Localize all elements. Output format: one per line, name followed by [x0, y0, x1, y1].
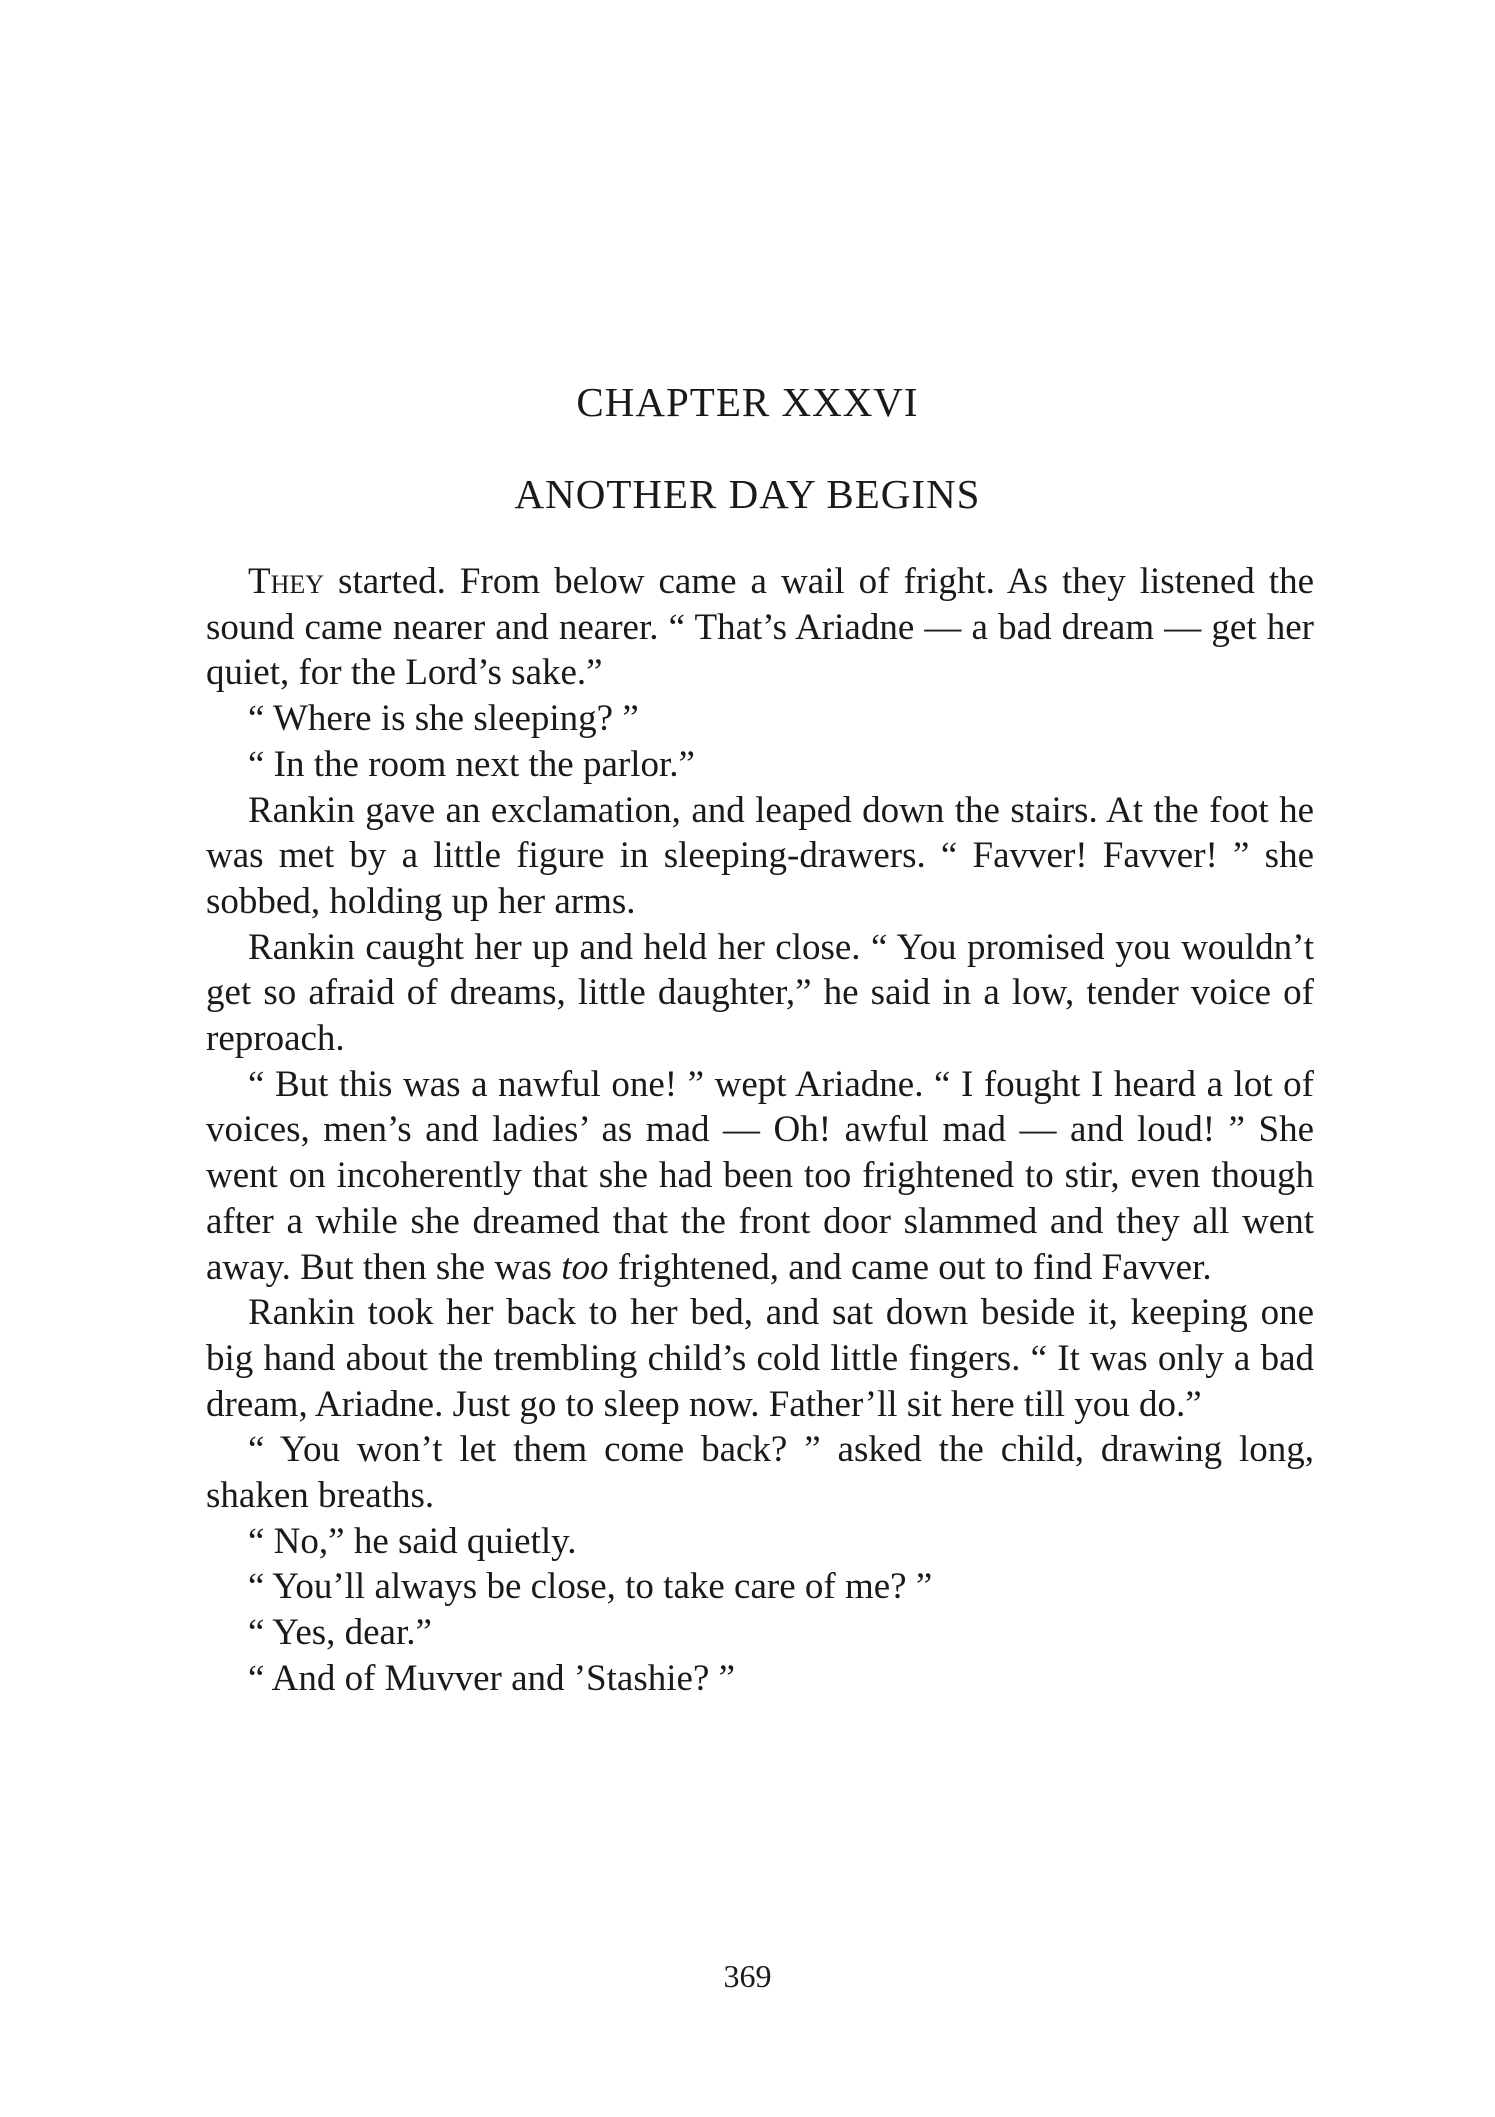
- chapter-body: [206, 559, 1314, 1702]
- emphasis: too: [561, 1246, 609, 1288]
- chapter-title: ANOTHER DAY BEGINS: [514, 471, 981, 517]
- paragraph: “ You’ll always be close, to take care of me? ”: [248, 1566, 933, 1608]
- paragraph: Rankin took her back to her bed, and sat down beside it, keeping one big hand about the trembling child’s cold little fingers. “ It was only a bad dream, Ariadne. Just go to sleep now. Father’ll sit here till you do.”: [206, 1292, 1314, 1425]
- paragraph: Rankin gave an exclamation, and leaped down the stairs. At the foot he was met by a little figure in sleeping-drawers. “ Favver! Favver! ” she sobbed, holding up her arms.: [206, 789, 1314, 922]
- paragraph-text: “ But this was a nawful one! ” wept Ariadne. “ I fought I heard a lot of voices, men’s and ladies’ as mad — Oh! awful mad — and loud! ” She went on incoherently that she had been too frightened to stir, even though after a while she dreamed that the front door slammed and they all went away. But then she was: [206, 1063, 1314, 1288]
- paragraph-text: started. From below came a wail of fright. As they listened the sound came nearer and nearer. “ That’s Ariadne — a bad dream — get her quiet, for the Lord’s sake.”: [206, 561, 1314, 694]
- paragraph: [206, 1062, 1314, 1291]
- chapter-number: CHAPTER XXXVI: [576, 379, 919, 425]
- paragraph: “ Yes, dear.”: [248, 1612, 432, 1654]
- paragraph: “ And of Muvver and ’Stashie? ”: [248, 1657, 736, 1699]
- page-number: 369: [723, 1958, 772, 1994]
- paragraph: [206, 559, 1314, 696]
- paragraph: “ In the room next the parlor.”: [248, 743, 695, 785]
- paragraph: Rankin caught her up and held her close. “ You promised you wouldn’t get so afraid of dreams, little daughter,” he said in a low, tender voice of reproach.: [206, 926, 1314, 1060]
- paragraph: “ Where is she sleeping? ”: [248, 698, 639, 740]
- paragraph: “ You won’t let them come back? ” asked the child, drawing long, shaken breaths.: [206, 1429, 1314, 1517]
- paragraph-text: frightened, and came out to find Favver.: [608, 1246, 1212, 1288]
- drop-lead-word: They: [248, 561, 325, 602]
- paragraph: “ No,” he said quietly.: [248, 1520, 577, 1562]
